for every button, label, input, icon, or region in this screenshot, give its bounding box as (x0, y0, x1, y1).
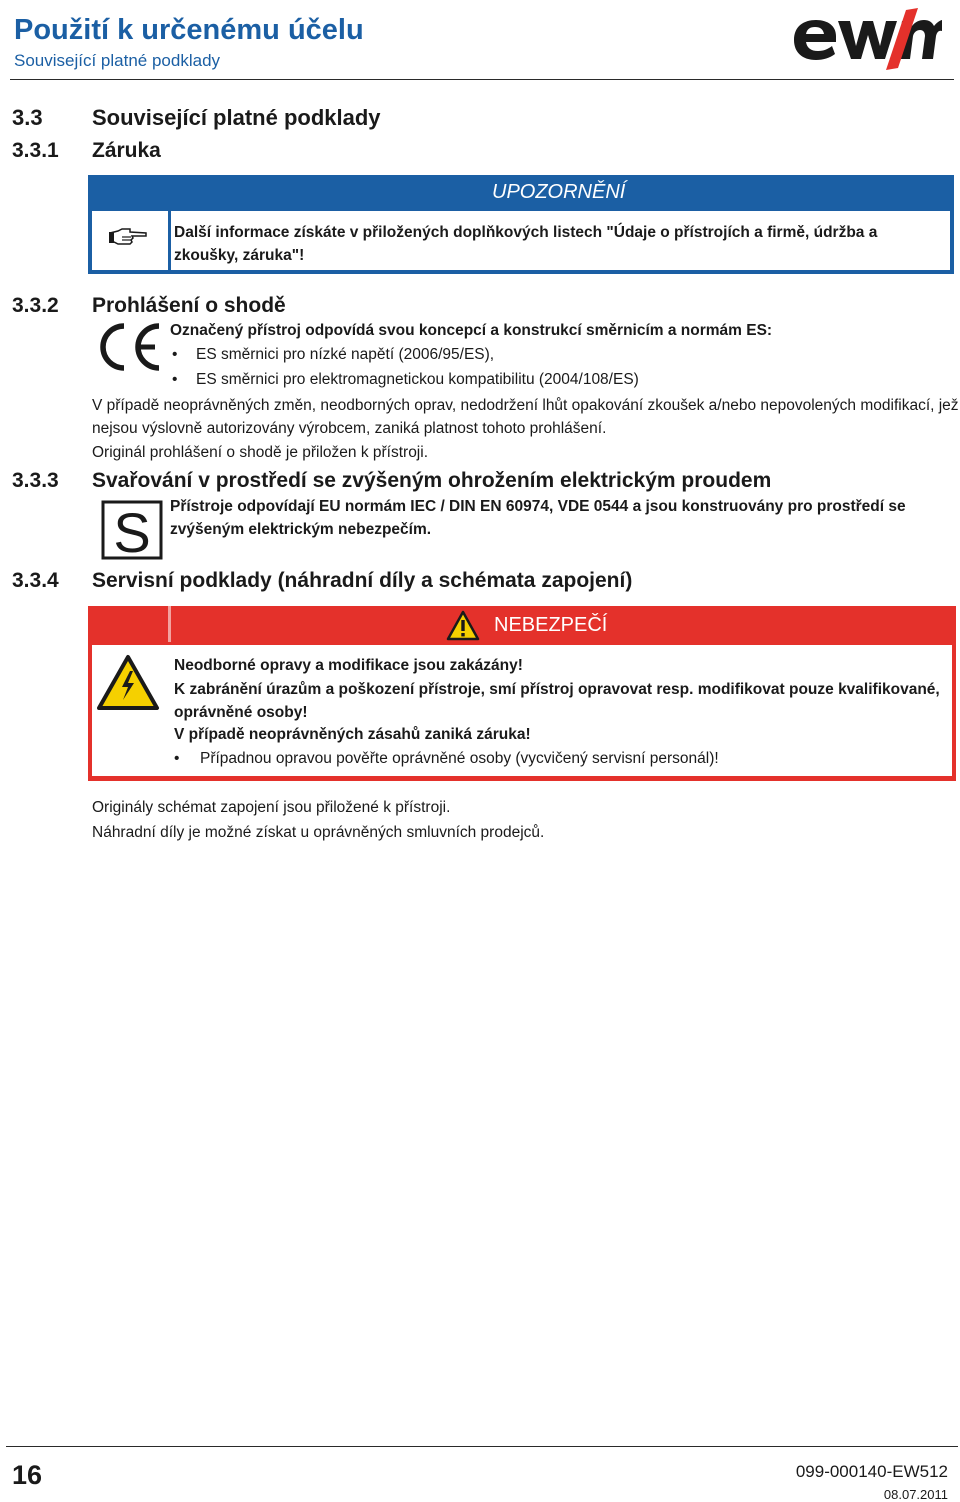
service-text: Náhradní díly je možné získat u oprávněných smluvních prodejců. (92, 824, 545, 841)
conformity-intro: Označený přístroj odpovídá svou koncepcí a konstrukcí směrnicím a normám ES: (170, 322, 773, 339)
welding-text: Přístroje odpovídají EU normám IEC / DIN EN 60974, VDE 0544 a jsou konstruovány pro prostředí se (170, 498, 906, 515)
danger-text: Neodborné opravy a modifikace jsou zakázány! (174, 657, 523, 674)
danger-text: K zabránění úrazům a poškození přístroje, smí přístroj opravovat resp. modifikovat pouze kvalifikované, (174, 681, 940, 698)
notice-title: UPOZORNĚNÍ (492, 181, 626, 203)
pointing-hand-icon (108, 226, 148, 246)
section-3-3-4-title: Servisní podklady (náhradní díly a schémata zapojení) (92, 569, 633, 592)
section-3-3-1-number: 3.3.1 (12, 139, 59, 162)
section-3-3-number: 3.3 (12, 105, 43, 130)
header-rule (10, 79, 954, 80)
welding-text: zvýšeným elektrickým nebezpečím. (170, 521, 432, 538)
page-subtitle: Související platné podklady (14, 51, 221, 70)
danger-text: oprávněné osoby! (174, 704, 308, 721)
section-3-3-4-number: 3.3.4 (12, 569, 59, 592)
danger-bullet: Případnou opravou pověřte oprávněné osoby (vycvičený servisní personál)! (200, 750, 719, 767)
danger-text: V případě neoprávněných zásahů zaniká záruka! (174, 726, 531, 743)
ewm-logo (792, 6, 942, 70)
service-text: Originály schémat zapojení jsou přiložené k přístroji. (92, 799, 451, 816)
conformity-bullet: ES směrnici pro elektromagnetickou kompatibilitu (2004/108/ES) (196, 371, 639, 388)
danger-divider (168, 606, 171, 642)
s-mark-icon (101, 500, 163, 560)
page-number: 16 (12, 1460, 43, 1490)
notice-text: Další informace získáte v přiložených doplňkových listech "Údaje o přístrojích a firmě, údržba a zkoušky, záruka"! (174, 224, 878, 264)
section-3-3-1-title: Záruka (92, 139, 161, 162)
high-voltage-icon (96, 654, 160, 712)
bullet-dot: • (172, 371, 178, 388)
bullet-dot: • (174, 750, 180, 767)
bullet-dot: • (172, 346, 178, 363)
danger-title: NEBEZPEČÍ (494, 614, 608, 636)
section-3-3-2-title: Prohlášení o shodě (92, 294, 286, 317)
section-3-3-3-title: Svařování v prostředí se zvýšeným ohrožením elektrickým proudem (92, 469, 772, 492)
conformity-bullet: ES směrnici pro nízké napětí (2006/95/ES), (196, 346, 495, 363)
ce-mark-icon (97, 322, 163, 372)
conformity-paragraph: V případě neoprávněných změn, neodborných oprav, nedodržení lhůt opakování zkoušek a/nebo nepovolených modifikací, jež (92, 397, 959, 414)
notice-divider (168, 211, 171, 270)
section-3-3-title: Související platné podklady (92, 105, 381, 130)
document-id: 099-000140-EW512 (795, 1462, 948, 1481)
section-3-3-2-number: 3.3.2 (12, 294, 59, 317)
page-title: Použití k určenému účelu (14, 14, 364, 46)
conformity-original: Originál prohlášení o shodě je přiložen k přístroji. (92, 444, 429, 461)
footer-rule (6, 1446, 958, 1447)
section-3-3-3-number: 3.3.3 (12, 469, 59, 492)
conformity-paragraph: nejsou výslovně autorizovány výrobcem, zaniká platnost tohoto prohlášení. (92, 420, 607, 437)
document-date: 08.07.2011 (883, 1487, 948, 1502)
svg-text:S: S (113, 501, 151, 560)
warning-triangle-icon (446, 610, 480, 641)
